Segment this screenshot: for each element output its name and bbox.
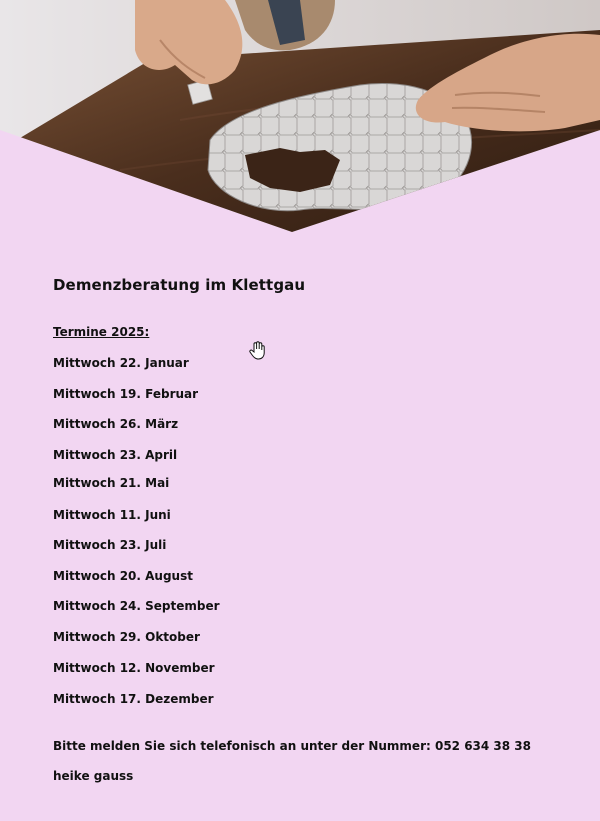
hand-cursor-icon — [248, 341, 266, 361]
hero-image — [0, 0, 600, 235]
date-item: Mittwoch 24. September — [53, 599, 220, 613]
date-item: Mittwoch 29. Oktober — [53, 630, 200, 644]
date-item: Mittwoch 11. Juni — [53, 508, 171, 522]
date-item: Mittwoch 22. Januar — [53, 356, 189, 370]
contact-info: Bitte melden Sie sich telefonisch an unter der Nummer: 052 634 38 38 — [53, 739, 531, 753]
date-item: Mittwoch 21. Mai — [53, 476, 170, 490]
date-item: Mittwoch 23. Juli — [53, 538, 167, 552]
termine-label: Termine 2025: — [53, 325, 150, 339]
date-item: Mittwoch 17. Dezember — [53, 692, 214, 706]
contact-name: heike gauss — [53, 769, 134, 783]
date-item: Mittwoch 12. November — [53, 661, 215, 675]
page-title: Demenzberatung im Klettgau — [53, 276, 306, 294]
date-item: Mittwoch 23. April — [53, 448, 178, 462]
date-item: Mittwoch 19. Februar — [53, 387, 199, 401]
date-item: Mittwoch 26. März — [53, 417, 179, 431]
date-item: Mittwoch 20. August — [53, 569, 193, 583]
